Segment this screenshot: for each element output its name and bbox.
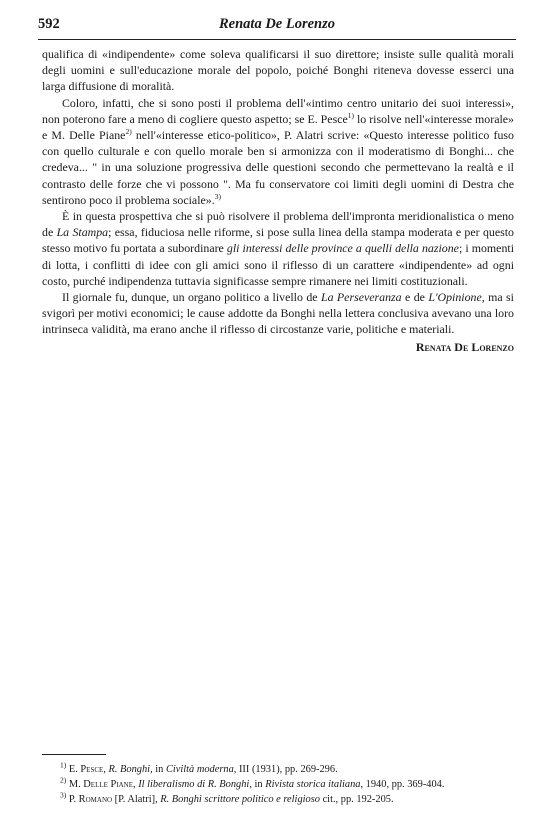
footnote-3-bracket: [P. Alatri], <box>112 794 161 805</box>
footnote-2-mark: 2) <box>60 775 67 785</box>
footnote-ref-2: 2) <box>125 127 132 137</box>
paragraph-3-text-b: ; essa, fiduciosa nelle riforme, si pose sulla linea della stampa moderata e per questo stesso motivo fu portata a subordinare <box>42 225 514 256</box>
paragraph-3-text-a: È in questa prospettiva che si può risolvere il problema dell'impronta meridionalistica o meno de <box>42 209 514 240</box>
footnote-2-author: M. Delle Piane <box>68 779 133 790</box>
footnote-1-sep: , <box>103 764 109 775</box>
newspaper-title-opinione: L'Opinione <box>428 290 482 305</box>
footnotes <box>42 762 514 807</box>
paragraph-2-text-b: lo risolve nell'«interesse morale» e M. Delle Piane <box>42 111 514 143</box>
paragraph-2 <box>42 95 514 208</box>
header-rule <box>38 39 516 40</box>
paragraph-3 <box>42 208 514 289</box>
footnote-3-mark: 3) <box>60 790 67 800</box>
footnote-2-journal: Rivista storica italiana <box>265 779 361 790</box>
paragraph-1-text: qualifica di «indipendente» come soleva qualificarsi il suo direttore; insiste sulle qualità morali degli uomini e sull'educazione morale del popolo, poiché Bonghi riteneva dovesse esserci una larga diffusione di moralità. <box>42 47 514 94</box>
footnote-1-title: R. Bonghi <box>108 764 151 775</box>
footnote-2-rest: , 1940, pp. 369-404. <box>360 779 445 790</box>
footnote-3-author: P. Romano <box>68 794 113 805</box>
footnote-1-journal: Civiltà moderna <box>165 764 234 775</box>
footnote-2-title: Il liberalismo di R. Bonghi <box>138 779 250 790</box>
author-signature: Renata De Lorenzo <box>415 339 514 354</box>
footnote-1-mid: , in <box>150 764 166 775</box>
footnote-3-rest: cit., pp. 192-205. <box>319 794 394 805</box>
footnote-2-mid: , in <box>249 779 266 790</box>
paragraph-2-text-a: Coloro, infatti, che si sono posti il problema dell'«intimo centro unitario dei suoi interessi», non poterono fare a meno di cogliere questo aspetto; se E. Pesce <box>42 95 514 126</box>
footnote-1 <box>42 762 514 777</box>
newspaper-title-la-stampa: La Stampa <box>56 225 109 240</box>
page-header <box>38 16 516 36</box>
footnote-1-rest: , III (1931), pp. 269-296. <box>233 764 338 775</box>
footnote-1-author: E. Pesce <box>68 764 104 775</box>
paragraph-4-text-c: , ma si svigorì per motivi economici; le cause addotte da Bonghi nella lettera conclusiva avevano una loro intrinseca validità, ma erano anche il riflesso di circostanze varie, politiche e materiali. <box>42 290 514 337</box>
footnote-3-title: R. Bonghi scrittore politico e religioso <box>160 794 320 805</box>
newspaper-title-perseveranza: La Perseveranza <box>320 290 402 305</box>
italic-phrase: gli interessi delle province a quelli della nazione <box>226 241 459 256</box>
body-text <box>42 46 514 355</box>
footnote-3 <box>42 792 514 807</box>
paragraph-3-text-c: ; i momenti di lotta, i conflitti di idee con gli amici sono il riflesso di un carattere «indipendente» ad ogni costo, purché indipendenza tuttavia significasse sempre rimanere nei limiti costituzionali. <box>42 241 514 288</box>
running-title: Renata De Lorenzo <box>219 16 335 32</box>
footnote-ref-1: 1) <box>347 110 355 120</box>
paragraph-1 <box>42 46 514 95</box>
footnote-rule <box>42 754 106 755</box>
footnote-1-mark: 1) <box>60 760 67 770</box>
footnote-2-sep: , <box>133 779 139 790</box>
footnote-ref-3: 3) <box>214 191 221 201</box>
footnote-2 <box>42 777 514 792</box>
paragraph-4-text-a: Il giornale fu, dunque, un organo politico a livello de <box>62 290 321 305</box>
page-number: 592 <box>38 16 60 32</box>
paragraph-4 <box>42 289 514 338</box>
paragraph-4-text-b: e de <box>401 290 429 305</box>
paragraph-2-text-c: nell'«interesse etico-politico», P. Alatri scrive: «Questo interesse politico fuso con quello culturale e con quello morale ben si armonizza con il moderatismo di Bonghi... che credeva... " in una soluzione progressiva delle questioni secondo che permettevano la realtà e il contrasto delle forze che vi possono ". Ma fu conservatore coi limiti degli uomini di Destra che sentirono poco il problema sociale». <box>42 128 514 207</box>
